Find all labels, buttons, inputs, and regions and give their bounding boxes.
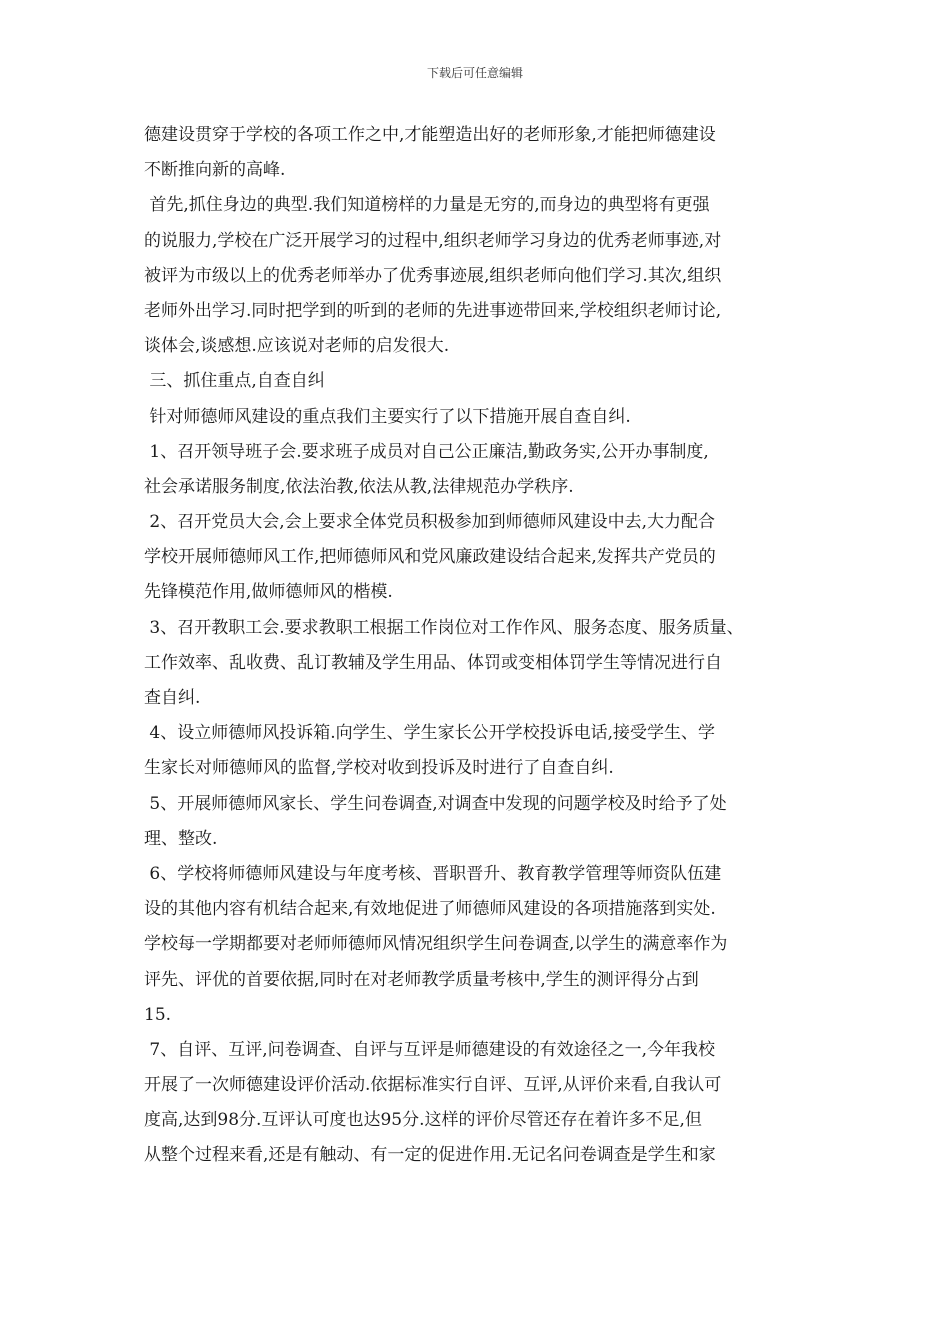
- text-line: 评先、评优的首要依据,同时在对老师教学质量考核中,学生的测评得分占到: [144, 969, 699, 990]
- text-line: 社会承诺服务制度,依法治教,依法从教,法律规范办学秩序.: [144, 476, 574, 497]
- text-line: 学校开展师德师风工作,把师德师风和党风廉政建设结合起来,发挥共产党员的: [144, 547, 716, 568]
- list-item: 7、自评、互评,问卷调查、自评与互评是师德建设的有效途径之一,今年我校: [144, 1039, 716, 1060]
- text-line: 针对师德师风建设的重点我们主要实行了以下措施开展自查自纠.: [144, 406, 631, 427]
- text-line: 理、整改.: [144, 828, 218, 849]
- text-line: 谈体会,谈感想.应该说对老师的启发很大.: [144, 336, 450, 357]
- text-line: 从整个过程来看,还是有触动、有一定的促进作用.无记名问卷调查是学生和家: [144, 1145, 716, 1166]
- list-item: 6、学校将师德师风建设与年度考核、晋职晋升、教育教学管理等师资队伍建: [144, 863, 722, 884]
- section-heading: 三、抓住重点,自查自纠: [144, 371, 325, 392]
- text-line: 德建设贯穿于学校的各项工作之中,才能塑造出好的老师形象,才能把师德建设: [144, 125, 716, 145]
- text-line: 不断推向新的高峰.: [144, 160, 286, 181]
- list-item: 3、召开教职工会.要求教职工根据工作岗位对工作作风、服务态度、服务质量、: [144, 617, 744, 638]
- text-line: 设的其他内容有机结合起来,有效地促进了师德师风建设的各项措施落到实处.: [144, 899, 716, 920]
- text-line: 15.: [144, 1004, 172, 1025]
- list-item: 2、召开党员大会,会上要求全体党员积极参加到师德师风建设中去,大力配合: [144, 512, 716, 533]
- list-item: 4、设立师德师风投诉箱.向学生、学生家长公开学校投诉电话,接受学生、学: [144, 723, 716, 744]
- text-line: 老师外出学习.同时把学到的听到的老师的先进事迹带回来,学校组织老师讨论,: [144, 300, 722, 321]
- text-line: 的说服力,学校在广泛开展学习的过程中,组织老师学习身边的优秀老师事迹,对: [144, 230, 722, 251]
- document-body: [144, 118, 834, 1174]
- text-line: 被评为市级以上的优秀老师举办了优秀事迹展,组织老师向他们学习.其次,组织: [144, 265, 722, 286]
- text-line: 查自纠.: [144, 688, 201, 708]
- text-line: 生家长对师德师风的监督,学校对收到投诉及时进行了自查自纠.: [144, 758, 614, 779]
- list-item: 1、召开领导班子会.要求班子成员对自己公正廉洁,勤政务实,公开办事制度,: [144, 441, 709, 462]
- text-line: 工作效率、乱收费、乱订教辅及学生用品、体罚或变相体罚学生等情况进行自: [144, 652, 722, 673]
- text-line: 首先,抓住身边的典型.我们知道榜样的力量是无穷的,而身边的典型将有更强: [144, 195, 710, 216]
- text-line: 先锋模范作用,做师德师风的楷模.: [144, 582, 393, 603]
- text-line: 度高,达到98分.互评认可度也达95分.这样的评价尽管还存在着许多不足,但: [144, 1110, 702, 1131]
- text-line: 开展了一次师德建设评价活动.依据标准实行自评、互评,从评价来看,自我认可: [144, 1075, 722, 1096]
- list-item: 5、开展师德师风家长、学生问卷调查,对调查中发现的问题学校及时给予了处: [144, 793, 727, 814]
- text-line: 学校每一学期都要对老师师德师风情况组织学生问卷调查,以学生的满意率作为: [144, 934, 728, 955]
- page-header: 下载后可任意编辑: [426, 66, 523, 80]
